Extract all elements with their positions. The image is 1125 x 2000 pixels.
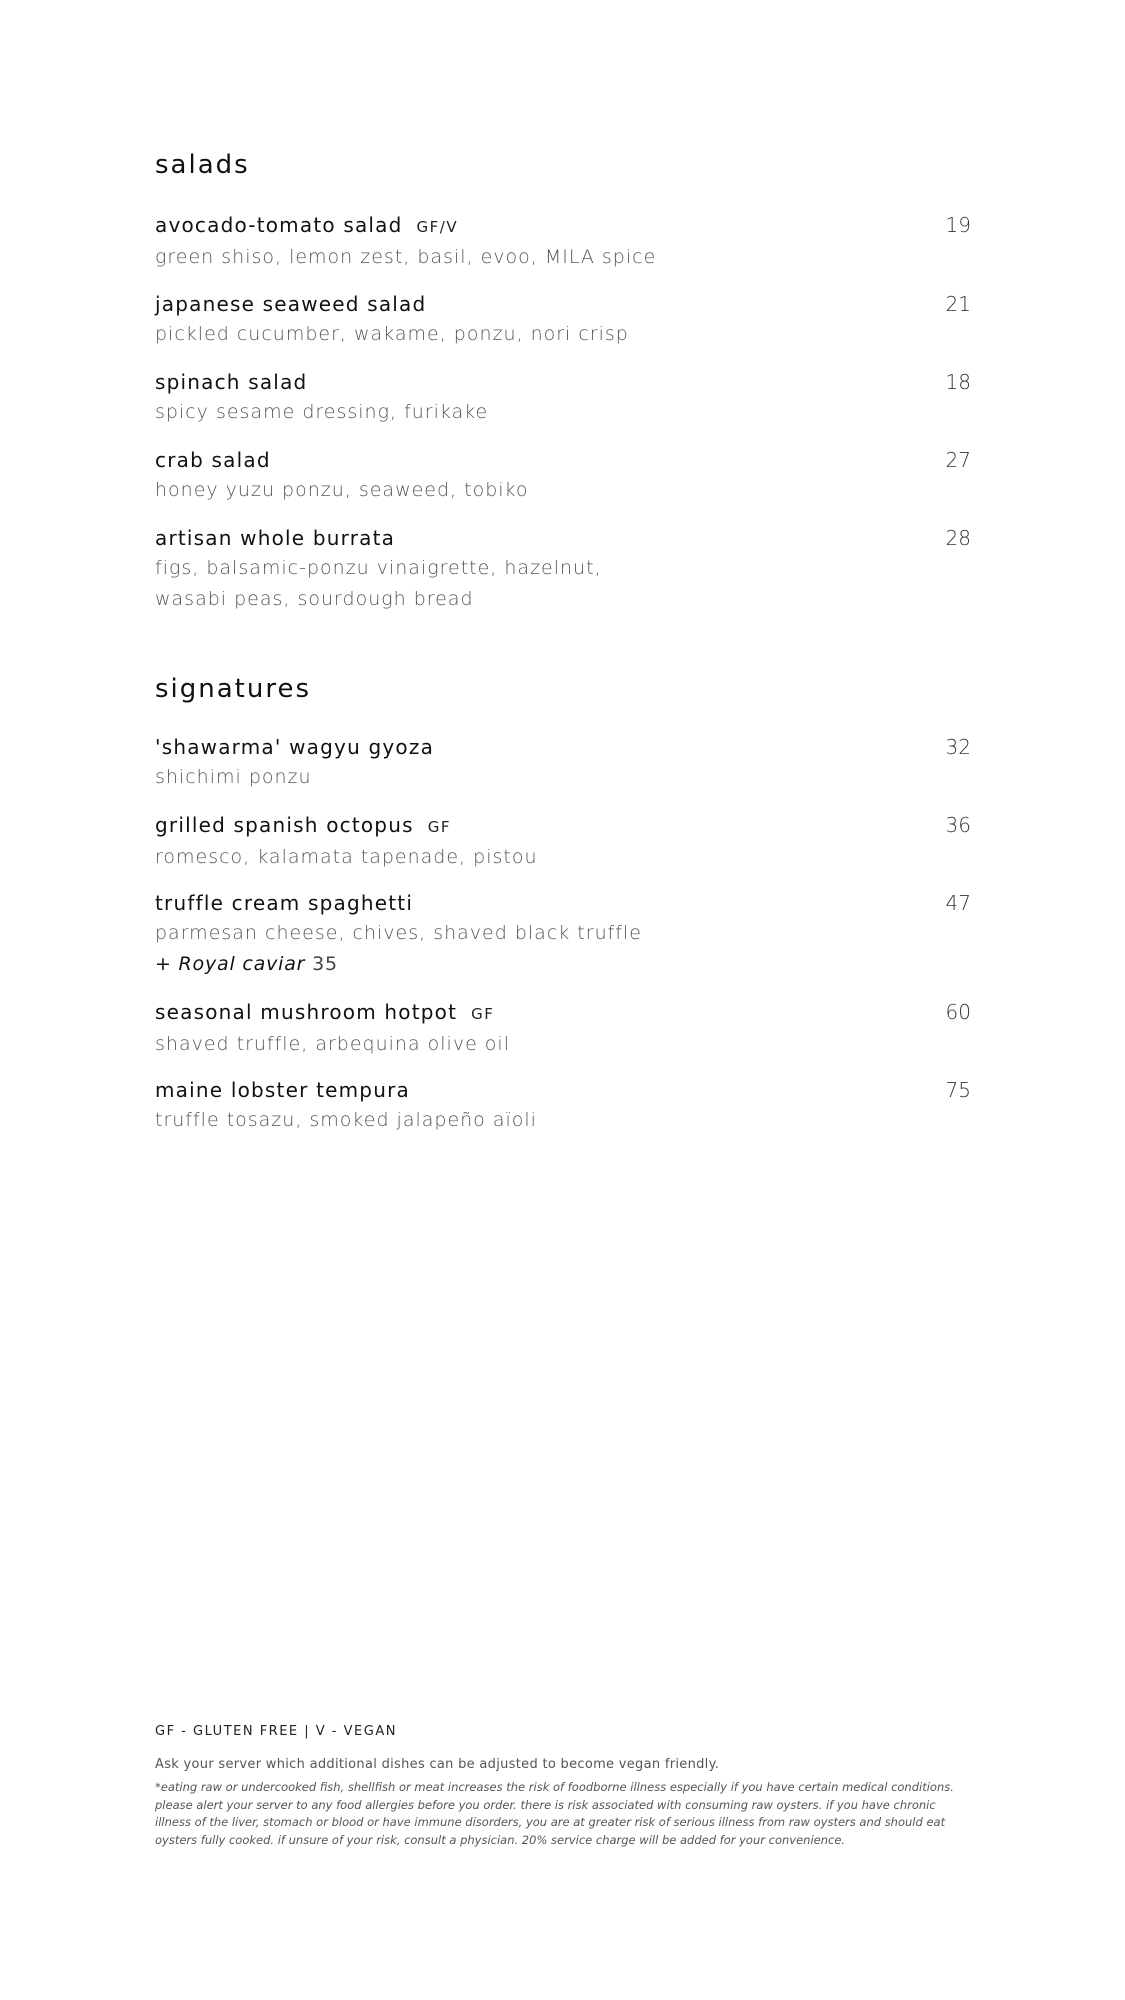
item-description: truffle tosazu, smoked jalapeño aïoli [155, 1109, 537, 1131]
menu-item [155, 810, 971, 873]
item-price: 19 [945, 213, 971, 237]
item-price: 21 [945, 292, 971, 316]
item-price: 36 [945, 813, 971, 837]
item-description: parmesan cheese, chives, shaved black truffle [155, 922, 642, 944]
item-description: spicy sesame dressing, furikake [155, 401, 489, 423]
item-price: 28 [945, 526, 971, 550]
dietary-tag: GF [471, 1005, 495, 1023]
item-name: grilled spanish octopus [155, 813, 414, 837]
add-on-label: + Royal caviar [155, 953, 306, 975]
item-price: 32 [945, 735, 971, 759]
item-name: truffle cream spaghetti [155, 891, 414, 915]
item-name: japanese seaweed salad [155, 292, 427, 316]
menu-item [155, 367, 971, 428]
menu-item [155, 732, 971, 793]
item-description: pickled cucumber, wakame, ponzu, nori crisp [155, 323, 629, 345]
item-name: 'shawarma' wagyu gyoza [155, 735, 435, 759]
menu-item [155, 210, 971, 273]
add-on-price: 35 [312, 953, 338, 975]
add-on [155, 949, 971, 980]
item-price: 60 [945, 1000, 971, 1024]
item-price: 75 [945, 1078, 971, 1102]
section-title-signatures: signatures [155, 674, 312, 704]
item-price: 18 [945, 370, 971, 394]
menu-item [155, 888, 971, 980]
menu-item [155, 523, 971, 615]
menu-item [155, 445, 971, 506]
menu-item [155, 1075, 971, 1136]
dietary-tag: GF/V [416, 218, 459, 236]
item-name: spinach salad [155, 370, 308, 394]
section-title-salads: salads [155, 150, 250, 180]
item-name: artisan whole burrata [155, 526, 396, 550]
item-name: maine lobster tempura [155, 1078, 410, 1102]
dietary-legend: GF - GLUTEN FREE | V - VEGAN [155, 1724, 397, 1739]
item-description: romesco, kalamata tapenade, pistou [155, 846, 538, 868]
food-safety-disclaimer: *eating raw or undercooked fish, shellfish or meat increases the risk of foodborne illness especially if you have certain medical conditions. please alert your server to any food allergies before you order. there is risk associated with consuming raw oysters. if you have chronic illness of the liver, stomach or blood or have immune disorders, you are at greater risk of serious illness from raw oysters and should eat oysters fully cooked. if unsure of your risk, consult a physician. 20% service charge will be added for your convenience. [155, 1780, 954, 1847]
dietary-tag: GF [427, 818, 451, 836]
vegan-note: Ask your server which additional dishes can be adjusted to become vegan friendly. [155, 1757, 720, 1772]
item-price: 27 [945, 448, 971, 472]
item-name: avocado-tomato salad [155, 213, 403, 237]
item-description: honey yuzu ponzu, seaweed, tobiko [155, 479, 529, 501]
item-description: shichimi ponzu [155, 766, 312, 788]
item-description: green shiso, lemon zest, basil, evoo, MILA spice [155, 246, 657, 268]
item-description: shaved truffle, arbequina olive oil [155, 1033, 510, 1055]
menu-item [155, 289, 971, 350]
item-name: seasonal mushroom hotpot [155, 1000, 458, 1024]
menu-item [155, 997, 971, 1060]
item-description: figs, balsamic-ponzu vinaigrette, hazelnut, [155, 557, 602, 579]
item-description-line-2: wasabi peas, sourdough bread [155, 588, 474, 610]
item-price: 47 [945, 891, 971, 915]
item-name: crab salad [155, 448, 271, 472]
